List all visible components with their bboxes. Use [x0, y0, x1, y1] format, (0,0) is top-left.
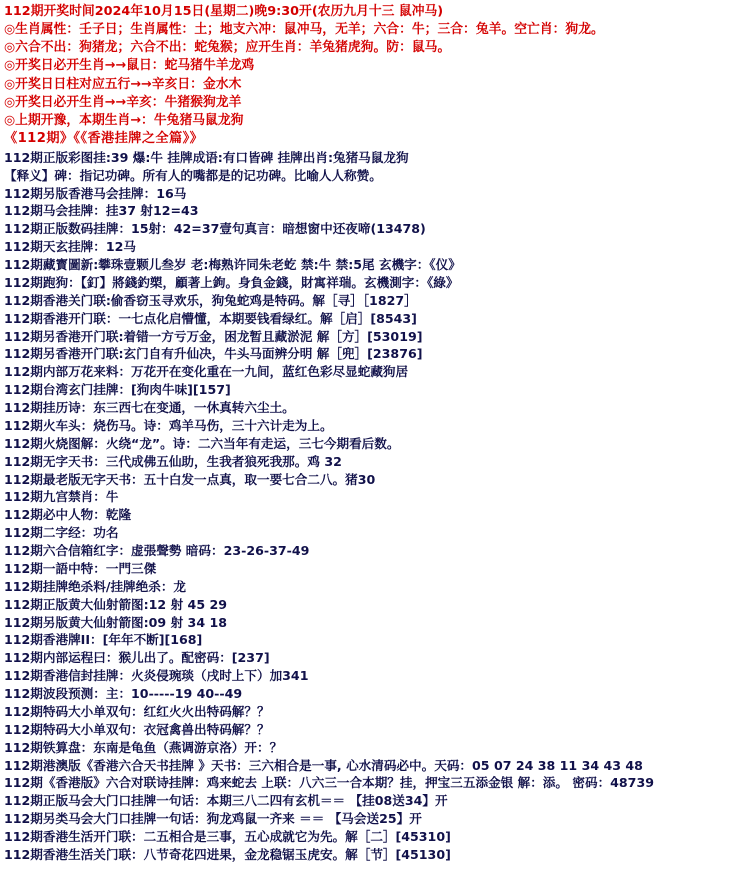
content-line: 112期火车头：烧伤马。诗：鸡羊马伤，三十六计走为上。 [4, 417, 333, 433]
content-line: 112期内部万花来料：万花开在变化重在一九间，蓝红色彩尽显蛇藏狗居 [4, 364, 409, 380]
content-line: 112期香港关门联:偷香窃玉寻欢乐，狗兔蛇鸡是特码。解［寻］［1827］ [4, 292, 417, 308]
header-line: ◎开奖日日柱对应五行→→辛亥日：金水木 [4, 76, 242, 92]
content-line: 112期香港牌II：[年年不断][168] [4, 632, 203, 648]
content-line: 112期另香港开门联:玄门自有升仙决，牛头马面辨分明 解［兜］[23876] [4, 346, 423, 362]
content-line: 112期内部运程曰：猴儿出了。配密码：[237] [4, 650, 270, 666]
content-line: 112期挂历诗：东三西七在变通，一休真转六尘土。 [4, 400, 295, 416]
content-line: 112期挂牌绝杀料/挂牌绝杀：龙 [4, 578, 187, 594]
content-line: 112期马会挂牌：挂37 射12=43 [4, 203, 199, 219]
content-line: 112期必中人物：乾隆 [4, 507, 132, 523]
header-line: ◎开奖日必开生肖→→鼠日：蛇马猪牛羊龙鸡 [4, 58, 255, 74]
content-line: 112期特码大小单双句：衣冠禽兽出特码解？？ [4, 721, 270, 737]
content-line: 112期另版香港马会挂牌：16马 [4, 185, 187, 201]
content-line: 112期另香港开门联:着错一方亏万金，困龙暂且藏淤泥 解［方］[53019] [4, 328, 423, 344]
content-line: 112期另类马会大门口挂牌一句话：狗龙鸡鼠一齐来 ＝＝ 【马会送25】开 [4, 811, 422, 827]
header-line: ◎六合不出：狗猪龙；六合不出：蛇兔猴；应开生肖：羊兔猪虎狗。防：鼠马。 [4, 40, 451, 56]
content-line: 112期跑狗：【釘】將錢釣槊，顧著上鉤。身負金錢，財寓祥瑞。玄機測字：《綠》 [4, 274, 459, 290]
content-line: 112期最老版无字天书：五十白发一点真，取一要七合二八。猪30 [4, 471, 376, 487]
content-line: 112期无字天书：三代成佛五仙助，生我者狼死我那。鸡 32 [4, 453, 342, 469]
content-line: 112期九宫禁肖：牛 [4, 489, 119, 505]
content-line: 112期正版彩图挂:39 爆:牛 挂牌成语:有口皆碑 挂牌出肖:兔猪马鼠龙狗 [4, 149, 409, 165]
header-line: ◎开奖日必开生肖→→辛亥：牛猪猴狗龙羊 [4, 94, 242, 110]
content-line: 112期六合信箱红字：虚張聲勢 暗码：23-26-37-49 [4, 543, 310, 559]
content-line: 112期香港生活关门联：八节奇花四进果，金龙稳锯玉虎安。解［节］[45130] [4, 846, 451, 862]
content-line: 112期铁算盘：东南是龟鱼（燕调游京洛）开：？ [4, 739, 283, 755]
content-line: 【释义】碑：指记功碑。所有人的嘴都是的记功碑。比喻人人称赞。 [4, 167, 382, 183]
content-line: 112期正版黄大仙射箭图:12 射 45 29 [4, 596, 227, 612]
content-line: 112期另版黄大仙射箭图:09 射 34 18 [4, 614, 227, 630]
content-line: 112期波段预测：主：10-----19 40--49 [4, 686, 243, 702]
content-line: 112期一語中特：一門三傑 [4, 560, 157, 576]
content-line: 112期特码大小单双句：红红火火出特码解？？ [4, 703, 270, 719]
content-line: 112期台湾玄门挂牌：[狗肉牛味][157] [4, 382, 231, 398]
header-line: ◎上期开豫，本期生肖→：牛兔猪马鼠龙狗 [4, 112, 244, 128]
document-title: 《112期》《《香港挂牌之全篇》》 [4, 131, 204, 147]
header-line: ◎生肖属性：壬子日；生肖属性：土；地支六冲：鼠冲马，无羊；六合：牛；三合：兔羊。空亡肖：狗龙。 [4, 22, 604, 38]
content-line: 112期火烧图解：火绕“龙”。诗：二六当年有走运，三七今期看后数。 [4, 435, 400, 451]
content-line: 112期正版马会大门口挂牌一句话：本期三八二四有玄机＝＝ 【挂08送34】开 [4, 793, 448, 809]
content-line: 112期香港开门联：一七点化启懵懂，本期要钱看绿红。解［启］[8543] [4, 310, 417, 326]
content-line: 112期正版数码挂牌：15射：42=37壹句真言：暗想窗中还夜啼(13478) [4, 221, 426, 237]
content-line: 112期香港生活开门联：二五相合是三事，五心成就它为先。解［二］[45310] [4, 829, 451, 845]
content-line: 112期二字经：功名 [4, 525, 119, 541]
content-line: 112期天玄挂牌：12马 [4, 239, 136, 255]
content-line: 112期香港信封挂牌：火炎侵琬琰（戌时上下）加341 [4, 668, 309, 684]
content-line: 112期《香港版》六合对联诗挂牌：鸡来蛇去 上联：八六三一合本期？挂，押宝三五添金银 解：添。 密码：48739 [4, 775, 654, 791]
content-line: 112期港澳版《香港六合天书挂牌 》天书：三六相合是一事, 心水清码必中。天码：05 07 24 38 11 34 43 48 [4, 757, 643, 773]
header-line: 112期开奖时间2024年10月15日(星期二)晚9:30开(农历九月十三 鼠冲马) [4, 4, 444, 19]
content-line: 112期藏寳圖新:攀珠壹颗儿叁岁 老:梅熟许同朱老虼 禁:牛 禁:5尾 玄機字：《仪》 [4, 257, 461, 273]
